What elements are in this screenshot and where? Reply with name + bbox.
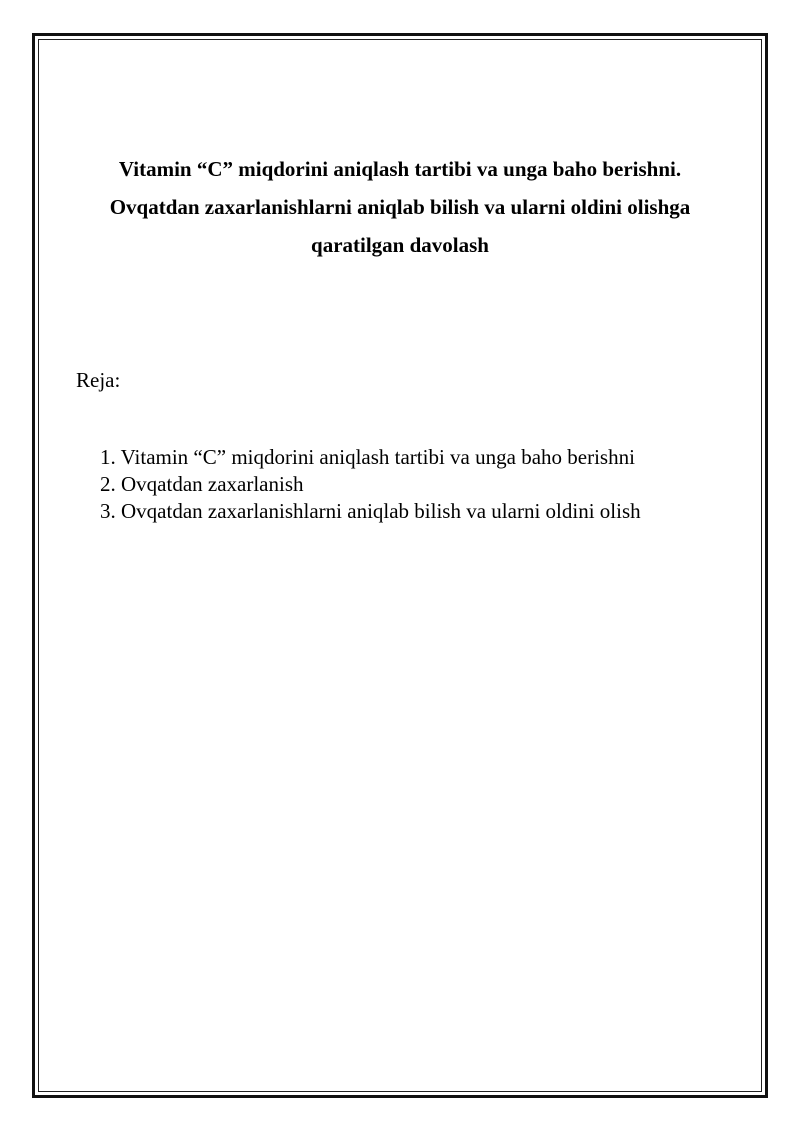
plan-list-item: 3. Ovqatdan zaxarlanishlarni aniqlab bilish va ularni oldini olish <box>100 499 641 523</box>
document-title <box>60 150 740 264</box>
plan-list-item: 1. Vitamin “C” miqdorini aniqlash tartibi va unga baho berishni <box>100 445 635 469</box>
title-line: qaratilgan davolash <box>311 233 489 257</box>
title-line: Ovqatdan zaxarlanishlarni aniqlab bilish va ularni oldini olishga <box>109 195 691 219</box>
plan-heading: Reja: <box>76 368 121 392</box>
title-line: Vitamin “C” miqdorini aniqlash tartibi va unga baho berishni. <box>118 157 682 181</box>
plan-list-item: 2. Ovqatdan zaxarlanish <box>100 472 304 496</box>
plan-list <box>100 444 641 525</box>
